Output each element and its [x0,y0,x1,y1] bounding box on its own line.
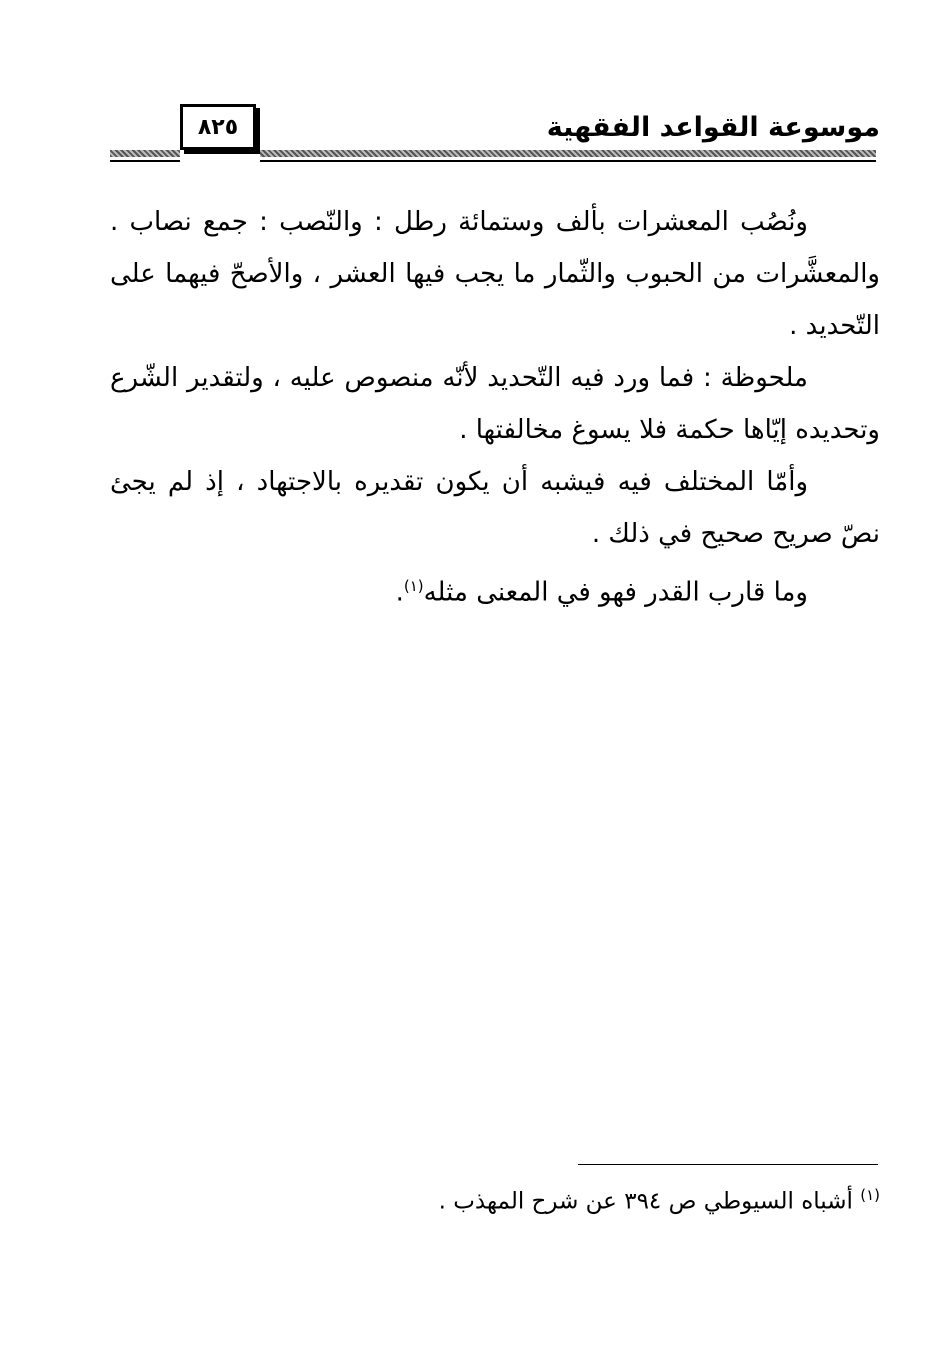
page-number-box [180,104,256,150]
footnote-marker: (١) [860,1186,880,1204]
paragraph [110,560,880,619]
body-text [110,196,880,619]
page-box-gap [180,148,260,162]
paragraph: ملحوظة : فما ورد فيه التّحديد لأنّه منصوص عليه ، ولتقدير الشّرع وتحديده إيّاها حكمة فلا يسوغ مخالفتها . [110,363,880,445]
book-title: موسوعة القواعد الفقهية [546,112,880,143]
footnote-separator [578,1164,878,1165]
footnote-text: أشباه السيوطي ص ٣٩٤ عن شرح المهذب . [438,1188,853,1215]
paragraph-period: . [395,577,404,608]
footnote-reference[interactable]: (١) [403,577,424,595]
footnote [439,1186,880,1215]
page-number: ٨٢٥ [197,114,239,140]
paragraph-text: وما قارب القدر فهو في المعنى مثله [423,577,808,608]
paragraph: وأمّا المختلف فيه فيشبه أن يكون تقديره بالاجتهاد ، إذ لم يجئ نصّ صريح صحيح في ذلك . [110,467,880,549]
paragraph: ونُصُب المعشرات بألف وستمائة رطل : والنّصب : جمع نصاب . والمعشَّرات من الحبوب والثّمار ما يجب فيها العشر ، والأصحّ فيهما على التّحديد . [110,207,880,341]
